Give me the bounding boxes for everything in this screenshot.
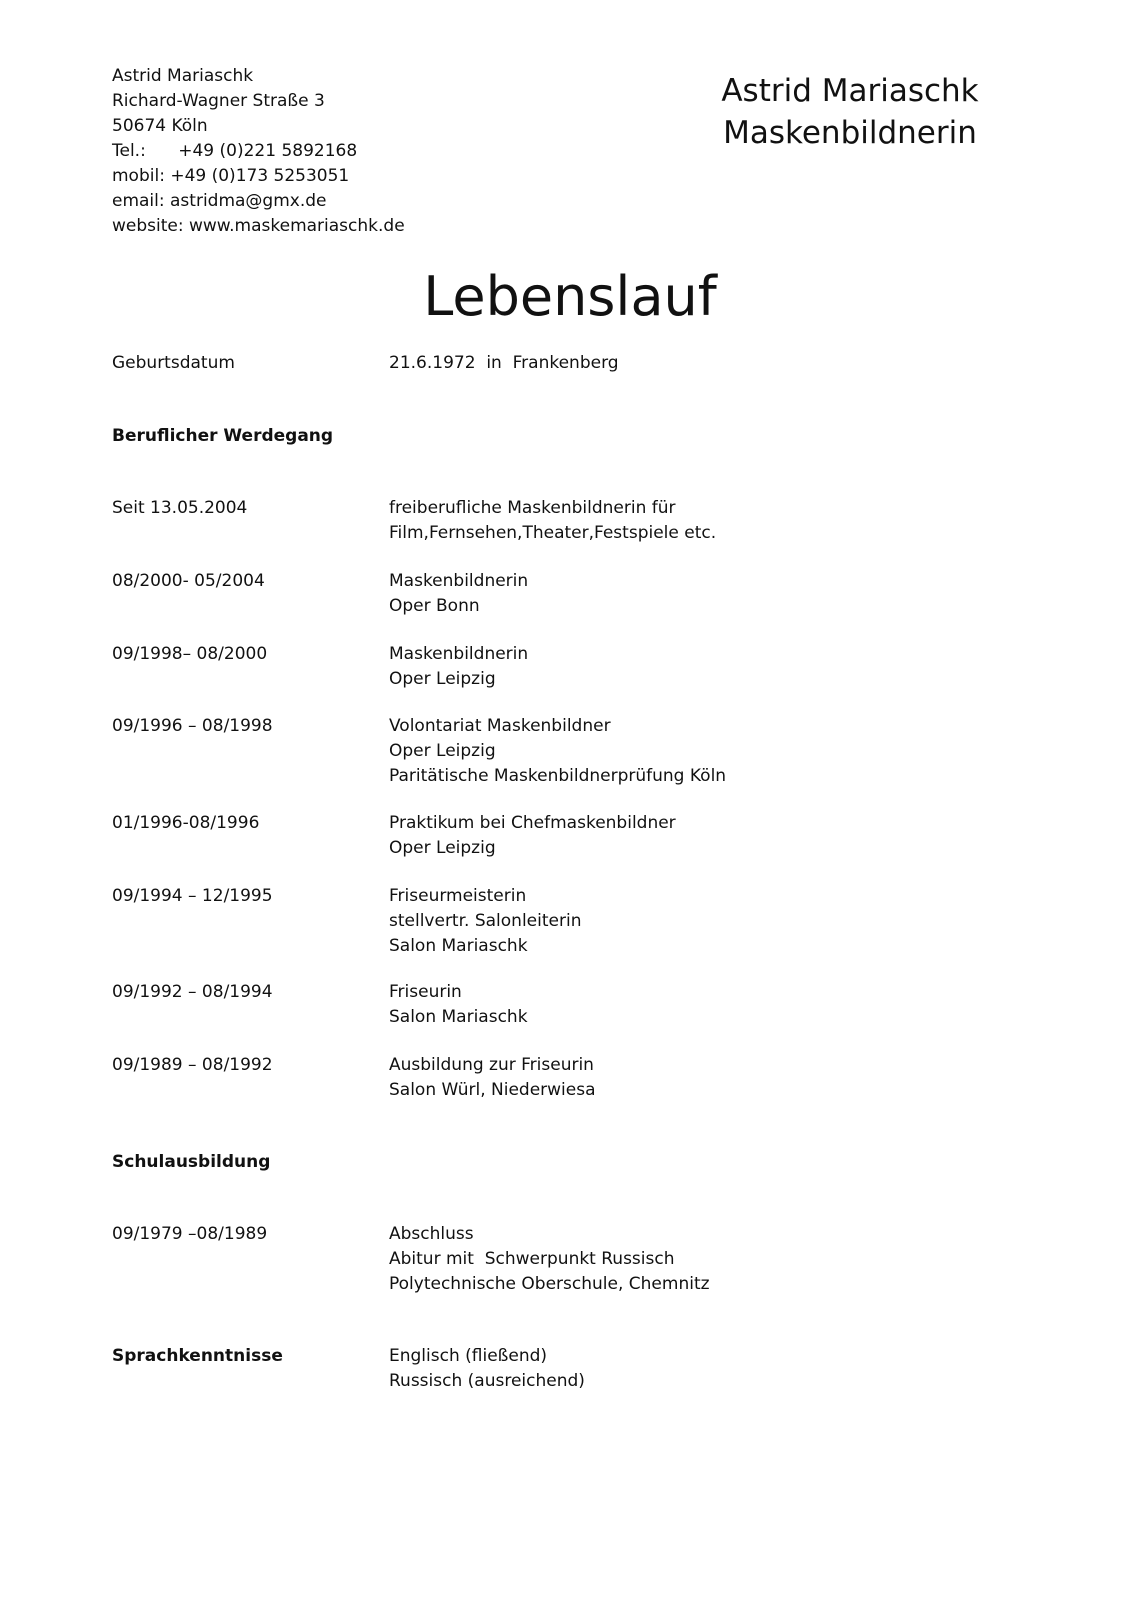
career-line: Oper Leipzig xyxy=(389,741,496,761)
career-period: 09/1996 – 08/1998 xyxy=(112,716,273,736)
header-name: Astrid Mariaschk xyxy=(721,73,979,109)
career-line: Salon Mariaschk xyxy=(389,936,528,956)
school-line: Abschluss xyxy=(389,1224,474,1244)
career-line: Oper Bonn xyxy=(389,596,480,616)
languages-heading: Sprachkenntnisse xyxy=(112,1346,283,1366)
career-line: Oper Leipzig xyxy=(389,669,496,689)
career-period: 09/1994 – 12/1995 xyxy=(112,886,273,906)
school-period: 09/1979 –08/1989 xyxy=(112,1224,268,1244)
career-period: 09/1998– 08/2000 xyxy=(112,644,268,664)
career-line: Oper Leipzig xyxy=(389,838,496,858)
career-line: freiberufliche Maskenbildnerin für xyxy=(389,498,676,518)
career-period: Seit 13.05.2004 xyxy=(112,498,248,518)
career-line: Film,Fernsehen,Theater,Festspiele etc. xyxy=(389,523,717,543)
language-item: Englisch (fließend) xyxy=(389,1346,548,1366)
career-line: Maskenbildnerin xyxy=(389,644,529,664)
career-line: Salon Würl, Niederwiesa xyxy=(389,1080,596,1100)
contact-city: 50674 Köln xyxy=(112,116,208,136)
birth-label: Geburtsdatum xyxy=(112,353,235,373)
career-line: Praktikum bei Chefmaskenbildner xyxy=(389,813,676,833)
school-line: Abitur mit Schwerpunkt Russisch xyxy=(389,1249,675,1269)
school-line: Polytechnische Oberschule, Chemnitz xyxy=(389,1274,710,1294)
language-item: Russisch (ausreichend) xyxy=(389,1371,585,1391)
career-heading: Beruflicher Werdegang xyxy=(112,426,334,446)
header-name-block xyxy=(700,70,1000,154)
contact-email: email: astridma@gmx.de xyxy=(112,191,327,211)
career-period: 01/1996-08/1996 xyxy=(112,813,260,833)
contact-mobile: mobil: +49 (0)173 5253051 xyxy=(112,166,350,186)
contact-tel: Tel.: +49 (0)221 5892168 xyxy=(112,141,358,161)
career-line: Salon Mariaschk xyxy=(389,1007,528,1027)
page-title: Lebenslauf xyxy=(423,265,717,328)
career-line: Volontariat Maskenbildner xyxy=(389,716,611,736)
career-line: Friseurmeisterin xyxy=(389,886,527,906)
school-heading: Schulausbildung xyxy=(112,1152,271,1172)
birth-value: 21.6.1972 in Frankenberg xyxy=(389,353,619,373)
contact-block xyxy=(112,64,405,239)
career-line: Maskenbildnerin xyxy=(389,571,529,591)
contact-website: website: www.maskemariaschk.de xyxy=(112,216,405,236)
contact-street: Richard-Wagner Straße 3 xyxy=(112,91,325,111)
career-period: 08/2000- 05/2004 xyxy=(112,571,265,591)
career-line: stellvertr. Salonleiterin xyxy=(389,911,582,931)
career-line: Paritätische Maskenbildnerprüfung Köln xyxy=(389,766,727,786)
career-period: 09/1989 – 08/1992 xyxy=(112,1055,273,1075)
header-profession: Maskenbildnerin xyxy=(723,115,977,151)
contact-name: Astrid Mariaschk xyxy=(112,66,254,86)
career-line: Friseurin xyxy=(389,982,462,1002)
career-period: 09/1992 – 08/1994 xyxy=(112,982,273,1002)
career-line: Ausbildung zur Friseurin xyxy=(389,1055,594,1075)
